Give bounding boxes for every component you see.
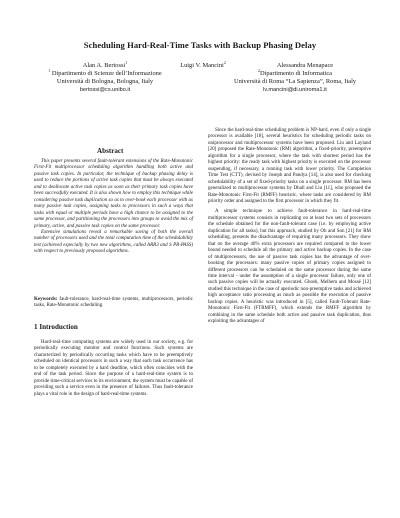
author-institution: Università di Bologna, Bologna, Italy — [56, 78, 154, 85]
keywords-label: Keywords: — [34, 297, 58, 302]
author-name: Luigi V. Mancini — [180, 62, 224, 69]
author-institution: Università di Roma “La Sapienza”, Roma, Italy — [233, 78, 357, 85]
abstract-paragraph: This paper presents several fault-tolerant extensions of the Rate-Monotonic First-Fit multiprocessor scheduling algorithm handling both active and passive task copies. In particular, the technique of backup phasing delay is used to reduce the portions of active task copies that must be always executed and to deallocate active task copies as soon as their primary task copies have been successfully executed. It is also shown how to employ this technique while considering passive task duplication so as to over-book each processor with as many passive task copies, assigning tasks to processors in such a ways that tasks with equal or multiple periods have a high chance to be assigned to the same processor, and partitioning the processors into groups to avoid the mix of primary, active, and passive task copies on the same processor. — [34, 159, 193, 229]
author-block-middle: Luigi V. Mancini$^2$ — [180, 59, 226, 69]
intro-heading: 1 Introduction — [34, 323, 78, 331]
author-name: Alessandra Menapace — [276, 62, 334, 69]
author-block-left: Alan A. Bertossi$^1$ $^1$ Dipartimento di Scienze dell’Informazione Università di Bologna, Bologna, Italy bertossi@cs.unibo.it — [10, 62, 200, 94]
intro-text — [34, 340, 193, 398]
author-name: Alan A. Bertossi — [82, 62, 126, 69]
abstract-paragraph: Extensive simulations reveal a remarkable saving of both the overall number of processors used and the total computation time of the schedulability test (achieved especially by two new algorithms, called ARR3 and S PR-PASS) with respect to previously proposed algorithms. — [34, 229, 193, 255]
author-affiliation: Dipartimento di Scienze dell’Informazione — [51, 70, 162, 77]
author-email[interactable]: bertossi@cs.unibo.it — [79, 87, 131, 93]
abstract-heading: Abstract — [97, 147, 124, 155]
keywords — [34, 297, 193, 310]
body-paragraph: A simple technique to achieve fault-tolerance in hard-real-time multiprocessor systems consists in replicating on at least two sets of processors the schedule obtained for the non-fault-tolerant case (i.e. by employing active duplication for all tasks), but this approach, studied by Oh and Son [21] for RM scheduling, presents the disadvantage of requiring many processors. They show that on the average 40% extra processors are required compared to the lower bound needed to schedule all the primary and active backup copies. In the case of multiprocessors, the use of passive task copies has the advantage of over-booking the processors: many passive copies of primary copies assigned to different processors can be scheduled on the same processor during the same time interval - under the assumption of a single processor failure, only one of such passive copies will be actually executed. Ghosh, Melhem and Mossé [12] studied this technique in the case of aperiodic non-preemptive tasks and achieved high acceptance ratio processing as much as possible the execution of passive backup copies. A heuristic was introduced in [5], called Fault-Tolerant Rate-Monotonic First-Fit (FTRMFF), which extends the RMFF algorithm by combining in the same schedule both active and passive task duplication, thus exploiting the advantages of — [208, 209, 371, 325]
keywords-text: fault-tolerance, hard-real-time systems, multiprocessors, periodic tasks, Rate-Monotonic scheduling. — [34, 297, 194, 309]
intro-paragraph: Hard-real-time computing systems are widely used in our society, e.g. for periodically executing monitor and control functions. Such systems are characterized by periodically occurring tasks which have to be preemptively scheduled on identical processors in such a way that each task occurrence has to be completely executed by a hard deadline, which often coincides with the end of the task period. Since the purpose of a hard-real-time system is to provide time-critical services to its environment, the system must be capable of providing such a service even in the presence of failures. Thus fault-tolerance plays a vital role in the design of hard-real-time systems. — [34, 340, 193, 397]
author-affiliation: Dipartimento di Informatica — [259, 70, 333, 77]
author-block-right: Alessandra Menapace $^2$Dipartimento di Informatica Università di Roma “La Sapienza”, Roma, Italy lv.mancini@di.uniroma1.it — [205, 62, 385, 94]
right-column-text — [208, 128, 371, 326]
author-email[interactable]: lv.mancini@di.uniroma1.it — [263, 87, 327, 93]
paper-title: Scheduling Hard-Real-Time Tasks with Backup Phasing Delay — [83, 40, 317, 50]
abstract-text — [34, 159, 193, 256]
body-paragraph: Since the hard-real-time scheduling problem is NP-hard, even if only a single processor is available [18], several heuristics for scheduling periodic tasks on uniprocessor and multiprocessor systems have been proposed. Liu and Layland [20] proposed the Rate-Monotonic (RM) algorithm, a fixed-priority, preemptive algorithm for a single processor, where the task with shortest period has the highest priority: the ready task with highest priority is executed on the processor suspending, if necessary, a running task with lower priority. The Completion Time Test (CTT), devised by Joseph and Pandya [14], is also used for checking schedulability of a set of fixed-priority tasks on a single processor. RM has been generalized to multiprocessor systems by Dhall and Liu [11], who proposed the Rate-Monotonic First-Fit (RMFF) heuristic, where tasks are considered by RM priority order and assigned to the first processor in which they fit. — [208, 128, 371, 204]
